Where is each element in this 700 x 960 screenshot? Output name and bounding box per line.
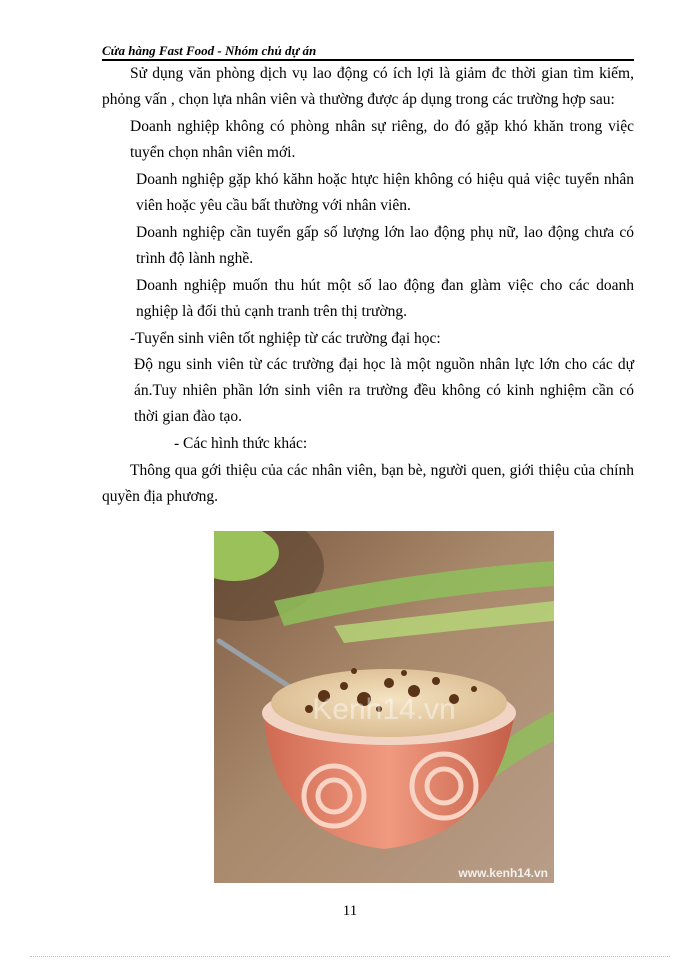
paragraph-case-4: Doanh nghiệp muốn thu hút một số lao động đan glàm việc cho các doanh nghiệp là đối thủ cạnh tranh trên thị trường. (136, 277, 634, 320)
photo-watermark: Kenh14.vn (312, 693, 456, 726)
heading-graduates: -Tuyển sinh viên tốt nghiệp từ các trường đại học: (130, 330, 441, 347)
running-header: Cửa hàng Fast Food - Nhóm chủ dự án (102, 43, 317, 58)
page-number: 11 (342, 903, 358, 919)
paragraph-case-1: Doanh nghiệp không có phòng nhân sự riêng, do đó gặp khó khăn trong việc tuyển chọn nhân viên mới. (130, 118, 634, 161)
paragraph-case-2: Doanh nghiệp gặp khó kăhn hoặc htực hiện không có hiệu quả việc tuyển nhân viên hoặc yêu cầu bất thường với nhân viên. (136, 171, 634, 214)
body-text (102, 61, 634, 510)
paragraph-intro: Sử dụng văn phòng dịch vụ lao động có ích lợi là giảm đc thời gian tìm kiếm, phỏng vấn , chọn lựa nhân viên và thường được áp dụng trong các trường hợp sau: (102, 65, 634, 108)
paragraph-case-3: Doanh nghiệp cần tuyển gấp số lượng lớn lao động phụ nữ, lao động chưa có trình độ lành nghề. (136, 224, 634, 267)
paragraph-graduates: Độ ngu sinh viên từ các trường đại học là một nguồn nhân lực lớn cho các dự án.Tuy nhiên phần lớn sinh viên ra trường đều không có kinh nghiệm cần có thời gian đào tạo. (134, 356, 634, 425)
paragraph-other-forms: Thông qua gới thiệu của các nhân viên, bạn bè, người quen, giới thiệu của chính quyền địa phương. (102, 462, 634, 505)
heading-other-forms: - Các hình thức khác: (174, 435, 308, 452)
coffee-cup-illustration (214, 531, 554, 883)
photo-credit: www.kenh14.vn (458, 866, 548, 880)
coffee-cup-photo (214, 531, 554, 883)
page-bottom-border (30, 956, 670, 957)
